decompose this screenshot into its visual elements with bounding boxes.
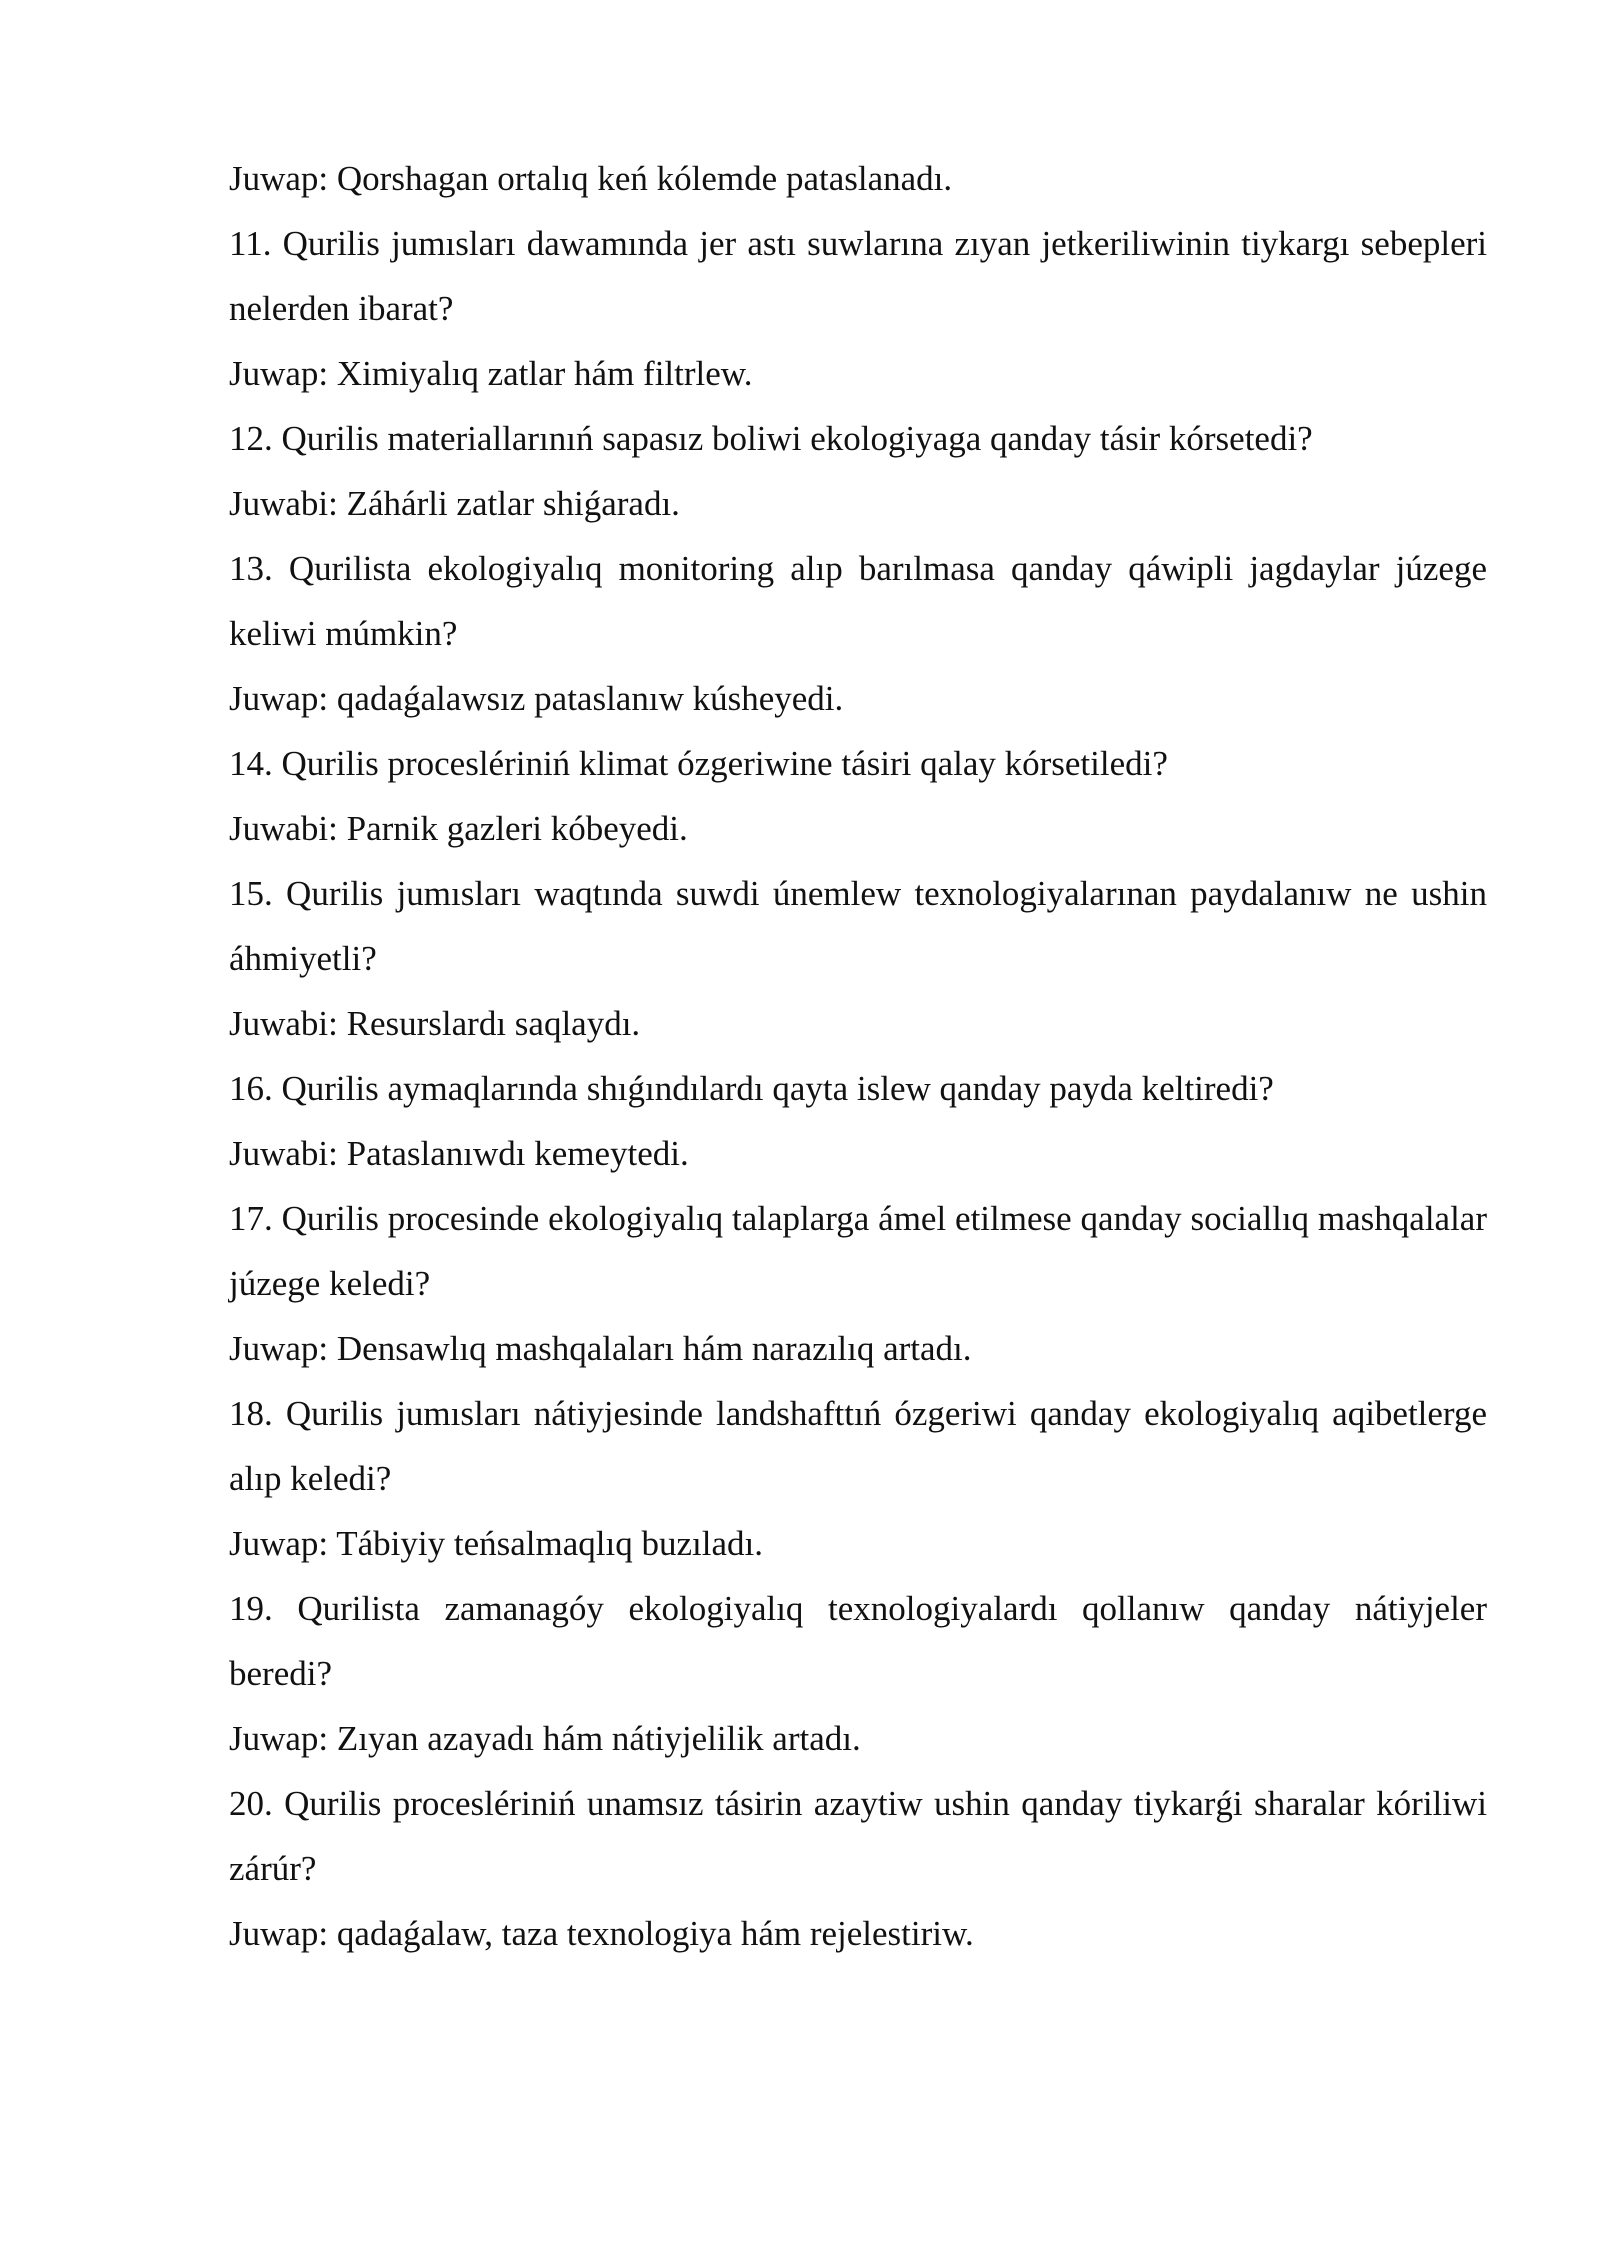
question-text: 16. Qurilis aymaqlarında shıǵındılardı qayta islew qanday payda keltiredi? — [229, 1069, 1274, 1108]
question-text: 20. Qurilis proceslériniń unamsız tásirin azaytiw ushin qanday tiykarǵi sharalar kóriliwi zárúr? — [229, 1784, 1487, 1888]
answer-text: Juwap: Zıyan azayadı hám nátiyjelilik artadı. — [229, 1719, 861, 1758]
answer-text: Juwabi: Parnik gazleri kóbeyedi. — [229, 809, 688, 848]
answer-text: Juwap: Tábiyiy teńsalmaqlıq buzıladı. — [229, 1524, 763, 1563]
answer-text: Juwap: qadaǵalaw, taza texnologiya hám rejelestiriw. — [229, 1914, 974, 1953]
answer-text: Juwap: Densawlıq mashqalaları hám narazılıq artadı. — [229, 1329, 972, 1368]
answer-text: Juwap: Ximiyalıq zatlar hám filtrlew. — [229, 354, 753, 393]
question-text: 11. Qurilis jumısları dawamında jer astı suwlarına zıyan jetkeriliwinin tiykargı sebepleri nelerden ibarat? — [229, 224, 1487, 328]
question-text: 15. Qurilis jumısları waqtında suwdi únemlew texnologiyalarınan paydalanıw ne ushin áhmiyetli? — [229, 874, 1487, 978]
question-text: 17. Qurilis procesinde ekologiyalıq talaplarga ámel etilmese qanday sociallıq mashqalalar júzege keledi? — [229, 1199, 1487, 1303]
question-text: 12. Qurilis materiallarınıń sapasız boliwi ekologiyaga qanday tásir kórsetedi? — [229, 419, 1313, 458]
question-text: 14. Qurilis proceslériniń klimat ózgeriwine tásiri qalay kórsetiledi? — [229, 744, 1168, 783]
question-text: 13. Qurilista ekologiyalıq monitoring alıp barılmasa qanday qáwipli jagdaylar júzege keliwi múmkin? — [229, 549, 1487, 653]
question-text: 19. Qurilista zamanagóy ekologiyalıq texnologiyalardı qollanıw qanday nátiyjeler beredi? — [229, 1589, 1487, 1693]
answer-text: Juwabi: Záhárli zatlar shiǵaradı. — [229, 484, 680, 523]
question-text: 18. Qurilis jumısları nátiyjesinde landshafttıń ózgeriwi qanday ekologiyalıq aqibetlerge alıp keledi? — [229, 1394, 1487, 1498]
document-body — [229, 146, 1487, 1966]
answer-text: Juwabi: Pataslanıwdı kemeytedi. — [229, 1134, 689, 1173]
answer-text: Juwap: qadaǵalawsız pataslanıw kúsheyedi. — [229, 679, 844, 718]
answer-text: Juwabi: Resurslardı saqlaydı. — [229, 1004, 641, 1043]
answer-text: Juwap: Qorshagan ortalıq keń kólemde pataslanadı. — [229, 159, 953, 198]
